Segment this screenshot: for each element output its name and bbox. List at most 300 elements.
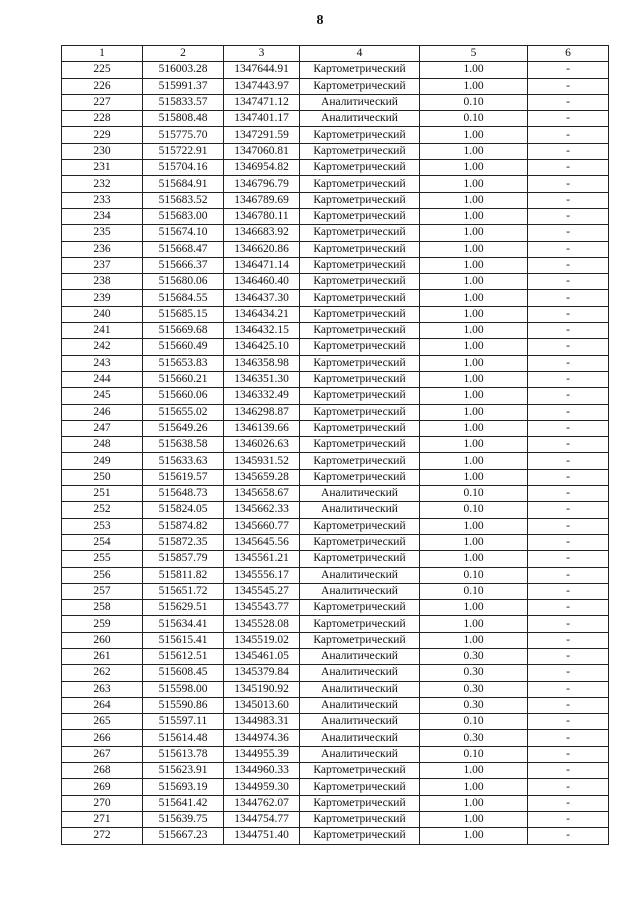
table-row xyxy=(62,225,609,241)
table-cell: Картометрический xyxy=(300,616,420,632)
table-cell: - xyxy=(528,437,609,453)
table-row xyxy=(62,420,609,436)
table-row xyxy=(62,551,609,567)
table-cell: 515668.47 xyxy=(143,241,224,257)
table-row xyxy=(62,257,609,273)
table-cell: 1347291.59 xyxy=(224,127,300,143)
column-header: 1 xyxy=(62,46,143,62)
table-cell: 515722.91 xyxy=(143,143,224,159)
table-cell: 1.00 xyxy=(420,306,528,322)
table-row xyxy=(62,828,609,844)
table-cell: Картометрический xyxy=(300,62,420,78)
table-cell: Картометрический xyxy=(300,420,420,436)
table-cell: 1345561.21 xyxy=(224,551,300,567)
table-cell: Аналитический xyxy=(300,697,420,713)
table-cell: - xyxy=(528,600,609,616)
table-cell: 267 xyxy=(62,746,143,762)
table-row xyxy=(62,192,609,208)
table-cell: 1344751.40 xyxy=(224,828,300,844)
table-cell: 0.10 xyxy=(420,746,528,762)
table-cell: 515683.00 xyxy=(143,208,224,224)
table-row xyxy=(62,339,609,355)
table-cell: - xyxy=(528,241,609,257)
table-cell: 1.00 xyxy=(420,518,528,534)
table-cell: - xyxy=(528,453,609,469)
table-cell: - xyxy=(528,534,609,550)
table-cell: 515638.58 xyxy=(143,437,224,453)
table-cell: 1346954.82 xyxy=(224,160,300,176)
table-cell: Картометрический xyxy=(300,779,420,795)
table-cell: 1345931.52 xyxy=(224,453,300,469)
table-cell: 1.00 xyxy=(420,371,528,387)
table-cell: 515666.37 xyxy=(143,257,224,273)
table-cell: Картометрический xyxy=(300,355,420,371)
table-row xyxy=(62,763,609,779)
table-cell: 1346139.66 xyxy=(224,420,300,436)
table-row xyxy=(62,176,609,192)
table-cell: 1.00 xyxy=(420,469,528,485)
table-cell: Картометрический xyxy=(300,78,420,94)
table-cell: 1.00 xyxy=(420,274,528,290)
table-cell: 1346789.69 xyxy=(224,192,300,208)
table-cell: 1346425.10 xyxy=(224,339,300,355)
table-cell: 1344754.77 xyxy=(224,811,300,827)
table-cell: - xyxy=(528,404,609,420)
table-cell: 272 xyxy=(62,828,143,844)
table-cell: 515648.73 xyxy=(143,486,224,502)
table-cell: - xyxy=(528,225,609,241)
table-cell: 234 xyxy=(62,208,143,224)
table-cell: 1345379.84 xyxy=(224,665,300,681)
table-cell: 515619.57 xyxy=(143,469,224,485)
table-row xyxy=(62,469,609,485)
table-cell: 230 xyxy=(62,143,143,159)
table-cell: 0.30 xyxy=(420,730,528,746)
table-cell: Аналитический xyxy=(300,111,420,127)
table-cell: 1.00 xyxy=(420,127,528,143)
table-cell: Картометрический xyxy=(300,127,420,143)
table-cell: 1346358.98 xyxy=(224,355,300,371)
table-cell: 1345658.67 xyxy=(224,486,300,502)
table-cell: Картометрический xyxy=(300,811,420,827)
table-cell: Картометрический xyxy=(300,388,420,404)
table-cell: Картометрический xyxy=(300,241,420,257)
table-cell: 246 xyxy=(62,404,143,420)
table-cell: Аналитический xyxy=(300,94,420,110)
table-cell: 515874.82 xyxy=(143,518,224,534)
table-cell: 515683.52 xyxy=(143,192,224,208)
table-cell: 248 xyxy=(62,437,143,453)
table-cell: 261 xyxy=(62,648,143,664)
table-cell: - xyxy=(528,420,609,436)
table-cell: 1344959.30 xyxy=(224,779,300,795)
table-cell: 260 xyxy=(62,632,143,648)
table-row xyxy=(62,534,609,550)
table-cell: Аналитический xyxy=(300,665,420,681)
table-cell: 1344974.36 xyxy=(224,730,300,746)
table-cell: 1346460.40 xyxy=(224,274,300,290)
table-cell: Аналитический xyxy=(300,648,420,664)
table-cell: 232 xyxy=(62,176,143,192)
table-cell: 1.00 xyxy=(420,355,528,371)
table-cell: 1347471.12 xyxy=(224,94,300,110)
table-cell: 0.30 xyxy=(420,665,528,681)
table-cell: 1346026.63 xyxy=(224,437,300,453)
table-cell: Аналитический xyxy=(300,681,420,697)
table-cell: 515704.16 xyxy=(143,160,224,176)
table-cell: 256 xyxy=(62,567,143,583)
table-cell: 271 xyxy=(62,811,143,827)
table-cell: - xyxy=(528,160,609,176)
table-cell: Аналитический xyxy=(300,730,420,746)
table-cell: - xyxy=(528,371,609,387)
column-header: 3 xyxy=(224,46,300,62)
table-cell: 245 xyxy=(62,388,143,404)
table-cell: 264 xyxy=(62,697,143,713)
table-cell: - xyxy=(528,681,609,697)
table-cell: Картометрический xyxy=(300,453,420,469)
table-row xyxy=(62,681,609,697)
table-cell: 1345659.28 xyxy=(224,469,300,485)
table-cell: 1.00 xyxy=(420,828,528,844)
table-cell: 1.00 xyxy=(420,62,528,78)
table-cell: 231 xyxy=(62,160,143,176)
table-cell: 1346351.30 xyxy=(224,371,300,387)
table-cell: 1.00 xyxy=(420,420,528,436)
table-cell: - xyxy=(528,551,609,567)
page-number: 8 xyxy=(316,13,324,28)
table-cell: 1346332.49 xyxy=(224,388,300,404)
table-cell: 1347060.81 xyxy=(224,143,300,159)
table-cell: 236 xyxy=(62,241,143,257)
table-row xyxy=(62,62,609,78)
table-cell: - xyxy=(528,665,609,681)
table-row xyxy=(62,241,609,257)
table-cell: 1.00 xyxy=(420,225,528,241)
table-row xyxy=(62,665,609,681)
table-cell: 1345662.33 xyxy=(224,502,300,518)
table-cell: 0.30 xyxy=(420,648,528,664)
table-cell: 0.10 xyxy=(420,111,528,127)
table-row xyxy=(62,306,609,322)
table-cell: Картометрический xyxy=(300,257,420,273)
table-cell: 1346298.87 xyxy=(224,404,300,420)
table-cell: 1344983.31 xyxy=(224,714,300,730)
table-cell: 253 xyxy=(62,518,143,534)
table-cell: Картометрический xyxy=(300,632,420,648)
table-cell: 1.00 xyxy=(420,763,528,779)
table-row xyxy=(62,632,609,648)
table-row xyxy=(62,355,609,371)
table-cell: - xyxy=(528,746,609,762)
table-cell: 515857.79 xyxy=(143,551,224,567)
table-cell: 515615.41 xyxy=(143,632,224,648)
table-cell: 1345528.08 xyxy=(224,616,300,632)
table-cell: - xyxy=(528,306,609,322)
table-cell: 0.10 xyxy=(420,486,528,502)
table-cell: - xyxy=(528,828,609,844)
table-cell: 515680.06 xyxy=(143,274,224,290)
table-row xyxy=(62,78,609,94)
table-cell: 227 xyxy=(62,94,143,110)
table-row xyxy=(62,697,609,713)
table-body xyxy=(62,62,609,844)
table-cell: 1.00 xyxy=(420,534,528,550)
table-cell: 1345190.92 xyxy=(224,681,300,697)
table-cell: 250 xyxy=(62,469,143,485)
table-cell: Картометрический xyxy=(300,274,420,290)
table-cell: 1347644.91 xyxy=(224,62,300,78)
table-cell: 515623.91 xyxy=(143,763,224,779)
table-cell: - xyxy=(528,192,609,208)
table-cell: 1.00 xyxy=(420,453,528,469)
table-cell: 1.00 xyxy=(420,192,528,208)
table-row xyxy=(62,143,609,159)
table-cell: 1344955.39 xyxy=(224,746,300,762)
table-cell: 1.00 xyxy=(420,339,528,355)
table-cell: Картометрический xyxy=(300,828,420,844)
table-cell: Картометрический xyxy=(300,143,420,159)
table-cell: 251 xyxy=(62,486,143,502)
table-cell: - xyxy=(528,518,609,534)
table-row xyxy=(62,94,609,110)
table-cell: 235 xyxy=(62,225,143,241)
table-cell: 1.00 xyxy=(420,779,528,795)
table-cell: 1.00 xyxy=(420,632,528,648)
table-cell: 515649.26 xyxy=(143,420,224,436)
table-cell: - xyxy=(528,290,609,306)
table-cell: 243 xyxy=(62,355,143,371)
table-cell: 1.00 xyxy=(420,208,528,224)
table-cell: 1346780.11 xyxy=(224,208,300,224)
table-cell: 1345645.56 xyxy=(224,534,300,550)
table-cell: - xyxy=(528,811,609,827)
table-cell: - xyxy=(528,94,609,110)
table-cell: 229 xyxy=(62,127,143,143)
table-cell: 515655.02 xyxy=(143,404,224,420)
table-cell: 1.00 xyxy=(420,795,528,811)
table-cell: 1345519.02 xyxy=(224,632,300,648)
table-cell: 0.10 xyxy=(420,94,528,110)
table-cell: 1.00 xyxy=(420,290,528,306)
table-cell: 241 xyxy=(62,323,143,339)
table-cell: - xyxy=(528,339,609,355)
table-cell: 0.30 xyxy=(420,697,528,713)
table-cell: - xyxy=(528,616,609,632)
table-cell: 244 xyxy=(62,371,143,387)
table-row xyxy=(62,795,609,811)
table-cell: 269 xyxy=(62,779,143,795)
table-row xyxy=(62,160,609,176)
table-cell: Картометрический xyxy=(300,208,420,224)
table-cell: - xyxy=(528,795,609,811)
table-cell: 1.00 xyxy=(420,600,528,616)
table-cell: 515669.68 xyxy=(143,323,224,339)
table-cell: 254 xyxy=(62,534,143,550)
table-cell: 1346796.79 xyxy=(224,176,300,192)
table-cell: 1345556.17 xyxy=(224,567,300,583)
table-cell: - xyxy=(528,143,609,159)
table-cell: 515685.15 xyxy=(143,306,224,322)
table-row xyxy=(62,127,609,143)
table-cell: Картометрический xyxy=(300,339,420,355)
table-cell: 1345461.05 xyxy=(224,648,300,664)
table-cell: 1346620.86 xyxy=(224,241,300,257)
table-cell: 1.00 xyxy=(420,404,528,420)
table-cell: 515660.49 xyxy=(143,339,224,355)
table-cell: 1.00 xyxy=(420,257,528,273)
table-cell: 237 xyxy=(62,257,143,273)
table-cell: 515590.86 xyxy=(143,697,224,713)
table-cell: Картометрический xyxy=(300,404,420,420)
table-cell: Картометрический xyxy=(300,600,420,616)
table-row xyxy=(62,437,609,453)
table-cell: Картометрический xyxy=(300,534,420,550)
table-cell: 1.00 xyxy=(420,437,528,453)
table-cell: - xyxy=(528,388,609,404)
table-cell: 515653.83 xyxy=(143,355,224,371)
table-cell: 1.00 xyxy=(420,160,528,176)
table-cell: - xyxy=(528,62,609,78)
table-cell: 1346434.21 xyxy=(224,306,300,322)
table-row xyxy=(62,388,609,404)
table-cell: - xyxy=(528,714,609,730)
table-row xyxy=(62,111,609,127)
table-cell: - xyxy=(528,111,609,127)
table-cell: - xyxy=(528,502,609,518)
table-row xyxy=(62,518,609,534)
table-cell: 259 xyxy=(62,616,143,632)
table-cell: 240 xyxy=(62,306,143,322)
table-cell: - xyxy=(528,567,609,583)
table-row xyxy=(62,811,609,827)
table-cell: 1346683.92 xyxy=(224,225,300,241)
table-cell: 515824.05 xyxy=(143,502,224,518)
table-row xyxy=(62,600,609,616)
table-row xyxy=(62,502,609,518)
table-cell: 1346437.30 xyxy=(224,290,300,306)
table-cell: 515633.63 xyxy=(143,453,224,469)
table-row xyxy=(62,779,609,795)
table-cell: 515684.91 xyxy=(143,176,224,192)
table-cell: 515598.00 xyxy=(143,681,224,697)
table-cell: 1.00 xyxy=(420,811,528,827)
table-cell: Картометрический xyxy=(300,763,420,779)
table-cell: - xyxy=(528,323,609,339)
table-cell: 1345013.60 xyxy=(224,697,300,713)
table-cell: 515808.48 xyxy=(143,111,224,127)
table-cell: 249 xyxy=(62,453,143,469)
table-cell: 242 xyxy=(62,339,143,355)
table-cell: 1344762.07 xyxy=(224,795,300,811)
table-cell: 1346432.15 xyxy=(224,323,300,339)
table-cell: 515614.48 xyxy=(143,730,224,746)
table-cell: 1345543.77 xyxy=(224,600,300,616)
table-cell: Картометрический xyxy=(300,371,420,387)
table-cell: 238 xyxy=(62,274,143,290)
table-cell: 0.30 xyxy=(420,681,528,697)
table-cell: Картометрический xyxy=(300,176,420,192)
table-cell: - xyxy=(528,355,609,371)
table-cell: - xyxy=(528,583,609,599)
table-cell: 1.00 xyxy=(420,323,528,339)
table-row xyxy=(62,290,609,306)
table-cell: Аналитический xyxy=(300,583,420,599)
table-cell: 516003.28 xyxy=(143,62,224,78)
table-cell: - xyxy=(528,274,609,290)
table-cell: 515660.21 xyxy=(143,371,224,387)
table-cell: 515684.55 xyxy=(143,290,224,306)
table-cell: 258 xyxy=(62,600,143,616)
table-cell: - xyxy=(528,486,609,502)
table-cell: 252 xyxy=(62,502,143,518)
table-cell: Аналитический xyxy=(300,567,420,583)
table-cell: 0.10 xyxy=(420,714,528,730)
table-cell: 515775.70 xyxy=(143,127,224,143)
table-cell: - xyxy=(528,730,609,746)
table-cell: 515693.19 xyxy=(143,779,224,795)
table-cell: 247 xyxy=(62,420,143,436)
table-cell: 515634.41 xyxy=(143,616,224,632)
table-cell: Аналитический xyxy=(300,486,420,502)
table-cell: 515641.42 xyxy=(143,795,224,811)
table-row xyxy=(62,714,609,730)
table-cell: - xyxy=(528,208,609,224)
table-cell: 515991.37 xyxy=(143,78,224,94)
table-cell: 515651.72 xyxy=(143,583,224,599)
table-row xyxy=(62,486,609,502)
table-cell: - xyxy=(528,78,609,94)
table-cell: - xyxy=(528,632,609,648)
table-row xyxy=(62,404,609,420)
table-cell: Картометрический xyxy=(300,323,420,339)
table-cell: 270 xyxy=(62,795,143,811)
table-cell: Картометрический xyxy=(300,795,420,811)
table-cell: 266 xyxy=(62,730,143,746)
table-row xyxy=(62,274,609,290)
table-cell: 1.00 xyxy=(420,551,528,567)
table-cell: Картометрический xyxy=(300,469,420,485)
table-cell: Аналитический xyxy=(300,502,420,518)
table-cell: Картометрический xyxy=(300,518,420,534)
table-cell: 515639.75 xyxy=(143,811,224,827)
table-cell: 515629.51 xyxy=(143,600,224,616)
table-cell: 265 xyxy=(62,714,143,730)
table-cell: 515612.51 xyxy=(143,648,224,664)
table-row xyxy=(62,371,609,387)
table-cell: Картометрический xyxy=(300,225,420,241)
table-row xyxy=(62,616,609,632)
table-row xyxy=(62,567,609,583)
table-cell: - xyxy=(528,469,609,485)
table-cell: 0.10 xyxy=(420,567,528,583)
table-cell: 233 xyxy=(62,192,143,208)
table-cell: 1347401.17 xyxy=(224,111,300,127)
column-header: 5 xyxy=(420,46,528,62)
table-cell: 1.00 xyxy=(420,241,528,257)
column-header: 4 xyxy=(300,46,420,62)
table-cell: 255 xyxy=(62,551,143,567)
table-cell: 515811.82 xyxy=(143,567,224,583)
table-cell: 515613.78 xyxy=(143,746,224,762)
table-cell: Аналитический xyxy=(300,746,420,762)
table-cell: 1347443.97 xyxy=(224,78,300,94)
table-cell: 228 xyxy=(62,111,143,127)
table-row xyxy=(62,453,609,469)
table-cell: Аналитический xyxy=(300,714,420,730)
table-cell: 1.00 xyxy=(420,143,528,159)
table-cell: 515660.06 xyxy=(143,388,224,404)
